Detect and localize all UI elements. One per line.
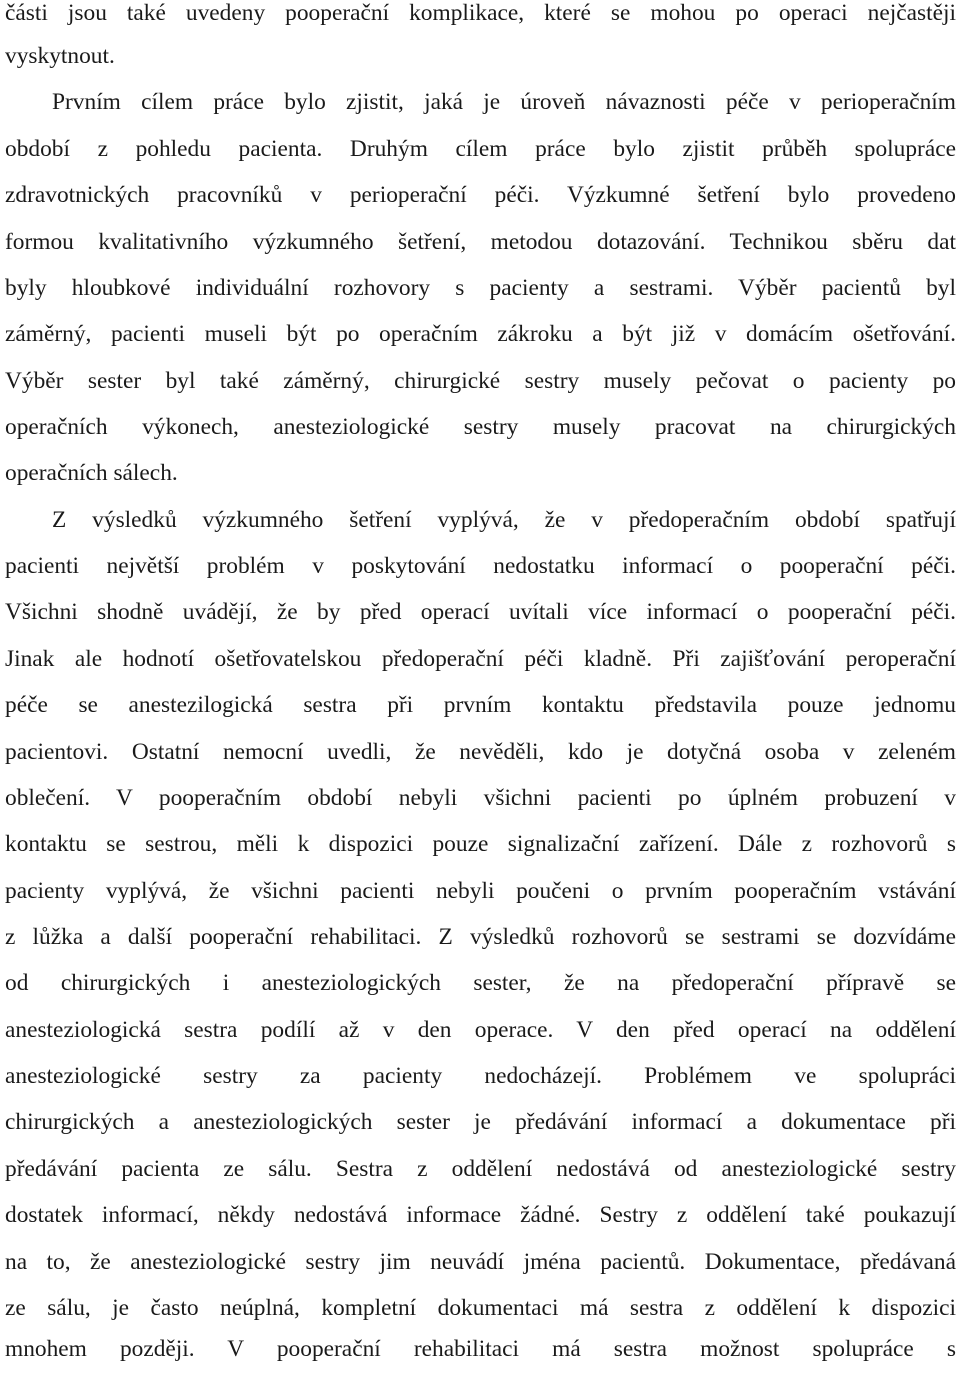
text-line: Všichni shodně uvádějí, že by před operací uvítali více informací o pooperační péči. [5,599,956,625]
text-line: dostatek informací, někdy nedostává informace žádné. Sestry z oddělení také poukazují [5,1202,956,1228]
text-line: období z pohledu pacienta. Druhým cílem práce bylo zjistit průběh spolupráce [5,136,956,162]
text-line: Z výsledků výzkumného šetření vyplývá, že v předoperačním období spatřují [52,507,956,533]
text-line: Prvním cílem práce bylo zjistit, jaká je úroveň návaznosti péče v perioperačním [52,89,956,115]
text-line: byly hloubkové individuální rozhovory s pacienty a sestrami. Výběr pacientů byl [5,275,956,301]
text-line: vyskytnout. [5,43,115,69]
text-line: pacienty vyplývá, že všichni pacienti nebyli poučeni o prvním pooperačním vstávání [5,878,956,904]
text-line: na to, že anesteziologické sestry jim neuvádí jména pacientů. Dokumentace, předávaná [5,1249,956,1275]
text-line: předávání pacienta ze sálu. Sestra z oddělení nedostává od anesteziologické sestry [5,1156,956,1182]
text-line: operačních výkonech, anesteziologické sestry musely pracovat na chirurgických [5,414,956,440]
text-line: péče se anestezilogická sestra při prvním kontaktu představila pouze jednomu [5,692,956,718]
text-line: od chirurgických i anesteziologických sester, že na předoperační přípravě se [5,970,956,996]
text-line: pacientovi. Ostatní nemocní uvedli, že nevěděli, kdo je dotyčná osoba v zeleném [5,739,956,765]
text-line: mnohem později. V pooperační rehabilitaci má sestra možnost spolupráce s [5,1336,956,1362]
text-line: Jinak ale hodnotí ošetřovatelskou předoperační péči kladně. Při zajišťování peroperační [5,646,956,672]
text-line: anesteziologické sestry za pacienty nedocházejí. Problémem ve spolupráci [5,1063,956,1089]
text-line: z lůžka a další pooperační rehabilitaci. Z výsledků rozhovorů se sestrami se dozvídáme [5,924,956,950]
text-line: formou kvalitativního výzkumného šetření, metodou dotazování. Technikou sběru dat [5,229,956,255]
text-line: části jsou také uvedeny pooperační komplikace, které se mohou po operaci nejčastěji [5,0,956,26]
text-line: Výběr sester byl také záměrný, chirurgické sestry musely pečovat o pacienty po [5,368,956,394]
text-line: anesteziologická sestra podílí až v den operace. V den před operací na oddělení [5,1017,956,1043]
text-line: ze sálu, je často neúplná, kompletní dokumentaci má sestra z oddělení k dispozici [5,1295,956,1321]
text-line: oblečení. V pooperačním období nebyli všichni pacienti po úplném probuzení v [5,785,956,811]
text-line: zdravotnických pracovníků v perioperační péči. Výzkumné šetření bylo provedeno [5,182,956,208]
text-line: chirurgických a anesteziologických sester je předávání informací a dokumentace při [5,1109,956,1135]
text-line: pacienti největší problém v poskytování nedostatku informací o pooperační péči. [5,553,956,579]
text-line: kontaktu se sestrou, měli k dispozici pouze signalizační zařízení. Dále z rozhovorů s [5,831,956,857]
text-line: záměrný, pacienti museli být po operačním zákroku a být již v domácím ošetřování. [5,321,956,347]
text-line: operačních sálech. [5,460,178,486]
